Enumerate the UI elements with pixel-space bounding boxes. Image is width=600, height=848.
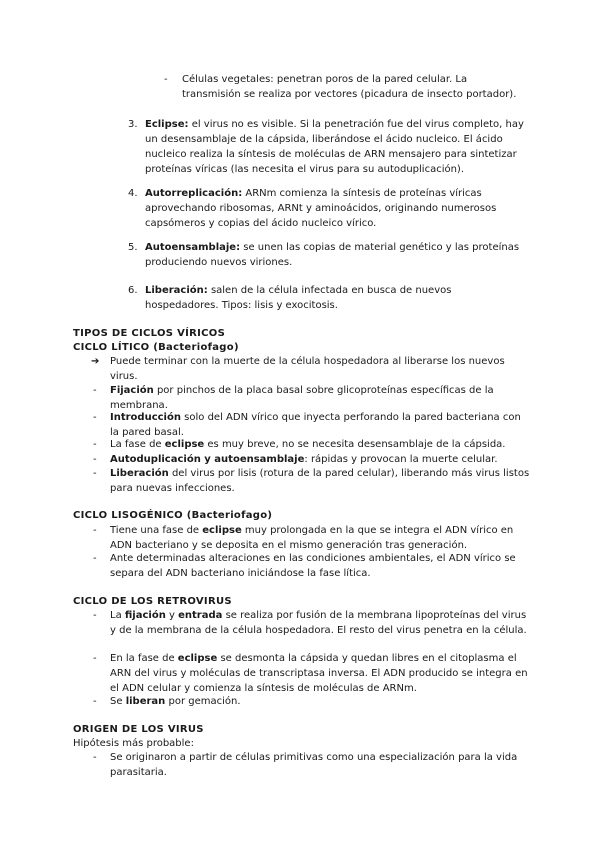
list-item: Introducción solo del ADN vírico que inyecta perforando la pared bacteriana con la pared basal. [110, 412, 521, 438]
section-heading-origen: ORIGEN DE LOS VIRUS [73, 724, 204, 735]
step-autorreplicacion [145, 186, 527, 231]
arrow-icon: ➔ [91, 356, 100, 367]
section-heading-tipos: TIPOS DE CICLOS VÍRICOS [73, 328, 226, 339]
dash-marker: - [93, 454, 97, 465]
step-label: Liberación: [145, 285, 208, 296]
list-item: En la fase de eclipse se desmonta la cápsida y quedan libres en el citoplasma el ARN del virus y moléculas de transcriptasa inversa. El ADN producido se integra en el ADN celular y comienza la síntesis de moléculas de ARNm. [110, 653, 528, 694]
dash-marker: - [93, 653, 97, 664]
list-item: La fijación y entrada se realiza por fusión de la membrana lipoproteínas del virus y de la membrana de la célula hospedadora. El resto del virus penetra en la célula. [110, 610, 527, 636]
step-text: se unen las copias de material genético y las proteínas produciendo nuevos viriones. [145, 242, 520, 268]
list-item: Tiene una fase de eclipse muy prolongada en la que se integra el ADN vírico en ADN bacteriano y se deposita en el mismo generación tras generación. [110, 525, 514, 551]
dash-marker: - [93, 525, 97, 536]
section-heading-litico: CICLO LÍTICO (Bacteriofago) [73, 342, 239, 353]
list-item: Fijación por pinchos de la placa basal sobre glicoproteínas específicas de la membrana. [110, 385, 494, 411]
step-label: Eclipse: [145, 119, 189, 130]
section-heading-lisogenico: CICLO LISOGÉNICO (Bacteriofago) [73, 510, 273, 521]
step-text: el virus no es visible. Si la penetración fue del virus completo, hay un desensamblaje de la cápsida, liberándose el ácido nucleico. El ácido nucleico realiza la síntesis de moléculas de ARN mensajero para sintetizar proteínas víricas (las necesita el virus para su autoduplicación). [145, 119, 524, 175]
list-item: Liberación del virus por lisis (rotura de la pared celular), liberando más virus listos para nuevas infecciones. [110, 468, 530, 494]
dash-marker: - [93, 439, 97, 450]
step-text: ARNm comienza la síntesis de proteínas víricas aprovechando ribosomas, ARNt y aminoácidos, originando numerosos capsómeros y copias del ácido nucleico vírico. [145, 188, 497, 229]
step-number: 3. [128, 119, 138, 130]
step-label: Autorreplicación: [145, 188, 243, 199]
plant-cells-paragraph [182, 72, 522, 102]
hypothesis-label: Hipótesis más probable: [73, 738, 194, 749]
section-heading-retrovirus: CICLO DE LOS RETROVIRUS [73, 596, 232, 607]
step-label: Autoensamblaje: [145, 242, 241, 253]
list-item: Ante determinadas alteraciones en las condiciones ambientales, el ADN vírico se separa del ADN bacteriano iniciándose la fase lítica. [110, 553, 516, 579]
dash-marker: - [93, 696, 97, 707]
dash-marker: - [93, 468, 97, 479]
plant-cells-label: Células vegetales: [182, 74, 274, 85]
step-number: 6. [128, 285, 138, 296]
dash-marker: - [93, 610, 97, 621]
lytic-intro: Puede terminar con la muerte de la célula hospedadora al liberarse los nuevos virus. [110, 356, 505, 382]
step-number: 5. [128, 242, 138, 253]
list-item: La fase de eclipse es muy breve, no se necesita desensamblaje de la cápsida. [110, 439, 506, 450]
list-item: Se originaron a partir de células primitivas como una especialización para la vida parasitaria. [110, 752, 518, 778]
dash-marker: - [93, 412, 97, 423]
dash-marker: - [93, 752, 97, 763]
step-liberacion [145, 283, 465, 313]
list-item: Se liberan por gemación. [110, 696, 241, 707]
bullet-marker: - [164, 74, 168, 85]
step-autoensamblaje [145, 240, 535, 270]
step-number: 4. [128, 188, 138, 199]
dash-marker: - [93, 385, 97, 396]
step-eclipse [145, 117, 527, 177]
list-item: Autoduplicación y autoensamblaje: rápidas y provocan la muerte celular. [110, 454, 498, 465]
step-text: salen de la célula infectada en busca de nuevos hospedadores. Tipos: lisis y exocitosis. [145, 285, 452, 311]
dash-marker: - [93, 553, 97, 564]
plant-cells-text: penetran poros de la pared celular. La transmisión se realiza por vectores (picadura de insecto portador). [182, 74, 517, 100]
